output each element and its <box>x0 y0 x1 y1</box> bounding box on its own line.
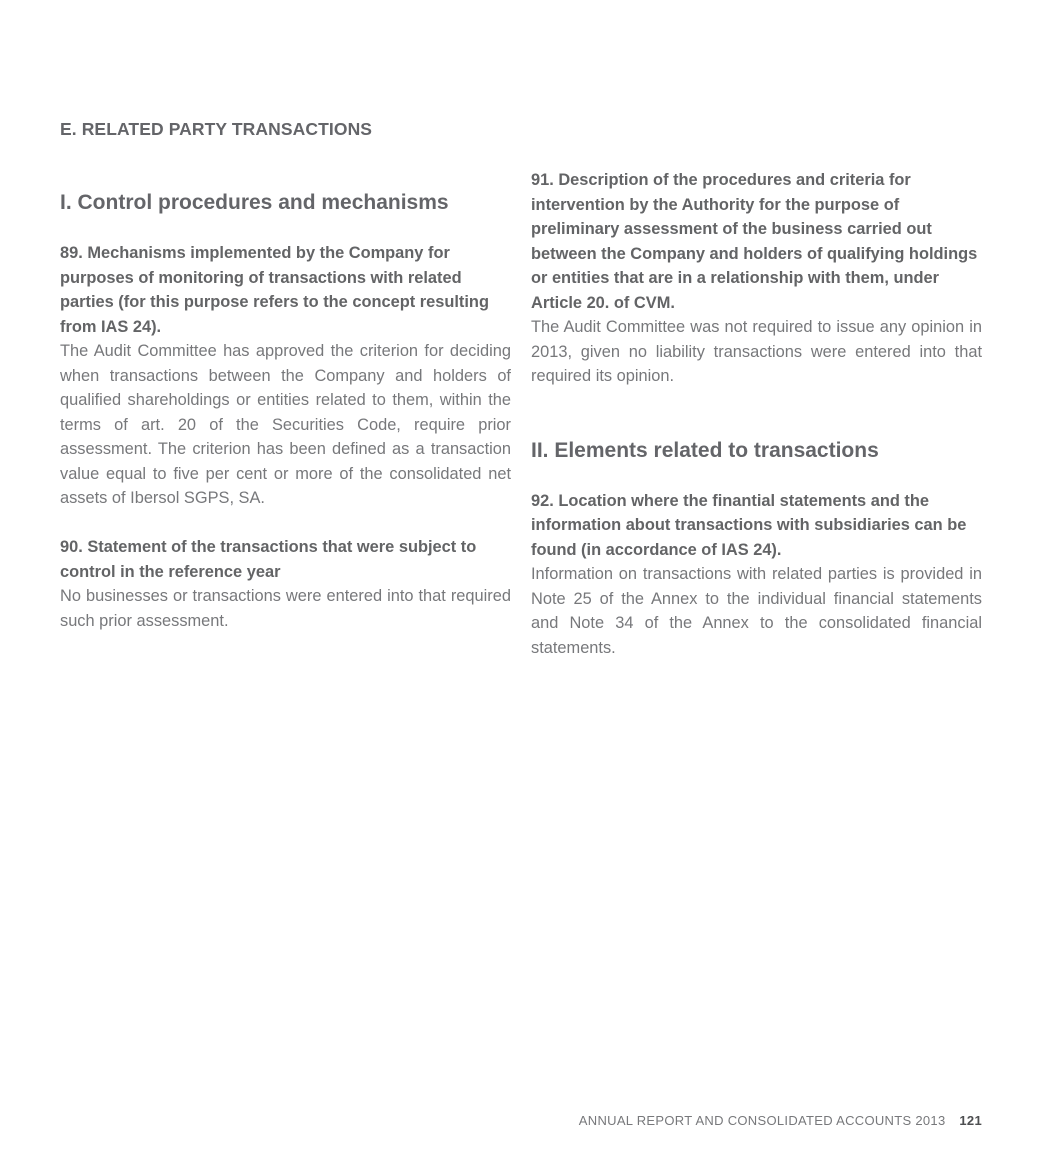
item-92-body: Information on transactions with related parties is provided in Note 25 of the Annex to the individual financial statements and Note 34 of the Annex to the consolidated financial statements. <box>531 565 982 657</box>
left-column <box>60 168 511 633</box>
page-number: 121 <box>959 1113 982 1128</box>
heading-control-procedures: I. Control procedures and mechanisms <box>60 191 449 214</box>
item-90-body: No businesses or transactions were entered into that required such prior assessment. <box>60 587 511 630</box>
right-column <box>531 168 982 660</box>
item-90-title: 90. Statement of the transactions that were subject to control in the reference year <box>60 538 477 581</box>
item-91-title: 91. Description of the procedures and criteria for intervention by the Authority for the purpose of preliminary assessment of the business carried out between the Company and holders of qualifying holdings or entities that are in a relationship with them, under Article 20. of CVM. <box>531 171 978 312</box>
item-89-body: The Audit Committee has approved the criterion for deciding when transactions between the Company and holders of qualified shareholdings or entities related to them, within the terms of art. 20 of the Securities Code, require prior assessment. The criterion has been defined as a transaction value equal to five per cent or more of the consolidated net assets of Ibersol SGPS, SA. <box>60 342 511 507</box>
item-89-title: 89. Mechanisms implemented by the Company for purposes of monitoring of transactions with related parties (for this purpose refers to the concept resulting from IAS 24). <box>60 244 489 336</box>
item-91-body: The Audit Committee was not required to issue any opinion in 2013, given no liability transactions were entered into that required its opinion. <box>531 318 982 385</box>
section-label: E. RELATED PARTY TRANSACTIONS <box>60 119 373 139</box>
page-footer <box>579 1113 982 1128</box>
item-92-title: 92. Location where the finantial statements and the information about transactions with subsidiaries can be found (in accordance of IAS 24). <box>531 491 967 559</box>
heading-elements-transactions: II. Elements related to transactions <box>531 438 879 462</box>
footer-report-title: ANNUAL REPORT AND CONSOLIDATED ACCOUNTS 2013 <box>578 1113 946 1128</box>
